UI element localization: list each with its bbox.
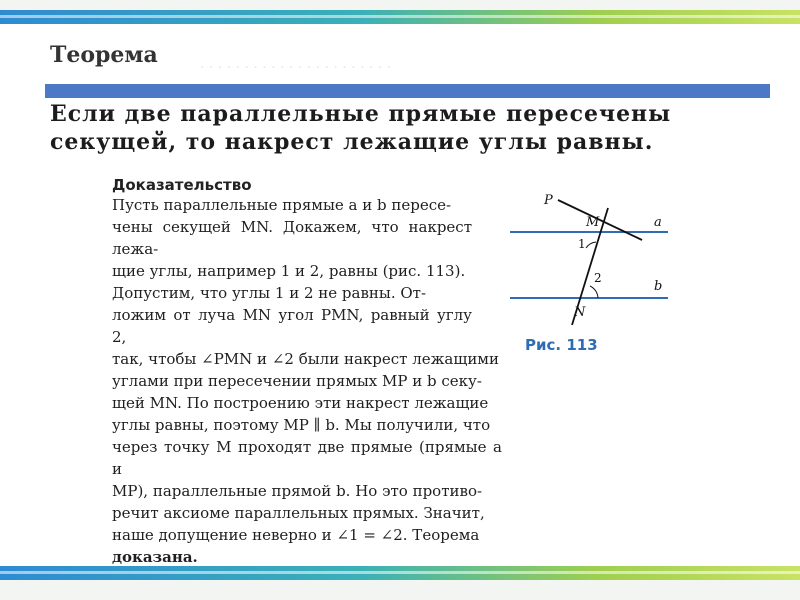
label-m: M	[586, 215, 600, 230]
label-p: P	[544, 193, 553, 208]
bottom-margin-strip	[0, 580, 800, 600]
theorem-line: Если две параллельные прямые пересечены	[50, 101, 672, 127]
proof-line: так, чтобы ∠PMN и ∠2 были накрест лежащими	[112, 350, 499, 368]
proof-line: углы равны, поэтому MP ∥ b. Мы получили, что	[112, 416, 491, 434]
proof-line: ложим от луча MN угол PMN, равный углу 2,	[112, 306, 472, 346]
figure-parallel-lines	[510, 190, 670, 325]
proof-line: Допустим, что углы 1 и 2 не равны. От-	[112, 284, 427, 302]
label-a: a	[654, 215, 662, 230]
angle-1-arc	[586, 242, 596, 248]
label-angle-2: 2	[594, 271, 602, 285]
proof-line: щие углы, например 1 и 2, равны (рис. 113).	[112, 262, 466, 280]
background-ghost-text: · · · · · · · · · · · · · · · · · · · · · ·	[200, 60, 392, 76]
proof-line: чены секущей MN. Докажем, что накрест лежа-	[112, 218, 472, 258]
label-b: b	[654, 279, 663, 294]
top-margin-strip	[0, 0, 800, 10]
top-decorative-bar	[0, 10, 800, 24]
theorem-label: Теорема	[50, 42, 158, 68]
label-n: N	[574, 305, 586, 320]
proof-body	[112, 194, 502, 568]
proof-line: щей MN. По построению эти накрест лежащие	[112, 394, 489, 412]
proof-line: через точку M проходят две прямые (прямые a и	[112, 438, 502, 478]
proof-line: речит аксиоме параллельных прямых. Значит,	[112, 504, 485, 522]
accent-rule	[45, 84, 770, 98]
proof-line: Пусть параллельные прямые a и b пересе-	[112, 196, 452, 214]
proof-line: доказана.	[112, 548, 198, 566]
proof-line: MP), параллельные прямой b. Но это противо-	[112, 482, 483, 500]
proof-line: наше допущение неверно и ∠1 = ∠2. Теорема	[112, 526, 480, 544]
proof-heading: Доказательство	[112, 176, 252, 194]
label-angle-1: 1	[578, 237, 586, 251]
theorem-line: секущей, то накрест лежащие углы равны.	[50, 129, 654, 155]
angle-2-arc	[590, 286, 598, 298]
figure-caption: Рис. 113	[525, 336, 598, 354]
bottom-decorative-bar	[0, 566, 800, 580]
theorem-statement	[50, 100, 785, 156]
proof-line: углами при пересечении прямых MP и b секу-	[112, 372, 482, 390]
